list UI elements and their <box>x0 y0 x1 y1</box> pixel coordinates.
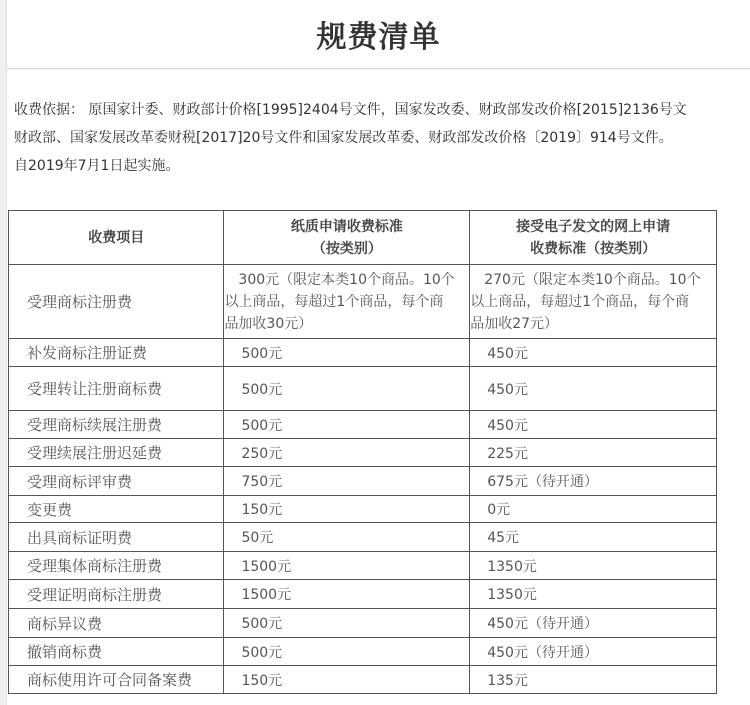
online-fee-cell: 0元 <box>470 496 717 523</box>
table-row <box>9 552 717 580</box>
online-fee-cell: 1350元 <box>470 580 717 609</box>
table-row <box>9 523 717 552</box>
item-cell: 受理续展注册迟延费 <box>9 439 224 467</box>
item-cell: 受理集体商标注册费 <box>9 552 224 580</box>
fee-table <box>8 210 717 694</box>
item-cell: 商标使用许可合同备案费 <box>9 666 224 694</box>
paper-fee-cell: 250元 <box>224 439 470 467</box>
table-row <box>9 638 717 666</box>
item-cell: 出具商标证明费 <box>9 523 224 552</box>
item-cell: 补发商标注册证费 <box>9 339 224 367</box>
paper-fee-cell: 1500元 <box>224 552 470 580</box>
online-fee-cell: 1350元 <box>470 552 717 580</box>
header-online: 接受电子发文的网上申请 收费标准（按类别） <box>470 211 717 265</box>
table-header-row <box>9 211 717 265</box>
table-row <box>9 265 717 339</box>
online-fee-cell: 675元（待开通） <box>470 467 717 496</box>
item-cell: 商标异议费 <box>9 609 224 638</box>
left-gutter <box>0 0 7 705</box>
online-fee-cell: 135元 <box>470 666 717 694</box>
table-row <box>9 339 717 367</box>
item-cell: 变更费 <box>9 496 224 523</box>
header-item: 收费项目 <box>9 211 224 265</box>
table-row <box>9 411 717 439</box>
fee-basis-paragraph <box>14 96 744 180</box>
table-row <box>9 496 717 523</box>
paper-fee-cell: 500元 <box>224 609 470 638</box>
online-fee-cell: 45元 <box>470 523 717 552</box>
paper-fee-cell: 150元 <box>224 496 470 523</box>
online-fee-cell: 450元（待开通） <box>470 609 717 638</box>
paper-fee-cell: 500元 <box>224 638 470 666</box>
item-cell: 受理商标注册费 <box>9 265 224 339</box>
paper-fee-cell: 750元 <box>224 467 470 496</box>
paper-fee-cell: 500元 <box>224 339 470 367</box>
basis-line: 收费依据： 原国家计委、财政部计价格[1995]2404号文件，国家发改委、财政部发改价格[2015]2136号文 <box>14 102 687 118</box>
page-header <box>7 0 750 69</box>
item-cell: 受理商标续展注册费 <box>9 411 224 439</box>
basis-line: 财政部、国家发展改革委财税[2017]20号文件和国家发展改革委、财政部发改价格〔2019〕914号文件。 <box>14 130 673 146</box>
item-cell: 受理商标评审费 <box>9 467 224 496</box>
item-cell: 受理证明商标注册费 <box>9 580 224 609</box>
paper-fee-cell: 300元（限定本类10个商品。10个 以上商品，每超过1个商品，每个商 品加收30元） <box>224 265 470 339</box>
online-fee-cell: 450元（待开通） <box>470 638 717 666</box>
table-row <box>9 666 717 694</box>
online-fee-cell: 225元 <box>470 439 717 467</box>
table-row <box>9 439 717 467</box>
page-title: 规费清单 <box>316 20 441 55</box>
item-cell: 撤销商标费 <box>9 638 224 666</box>
table-row <box>9 467 717 496</box>
paper-fee-cell: 500元 <box>224 411 470 439</box>
item-cell: 受理转让注册商标费 <box>9 367 224 411</box>
basis-line: 自2019年7月1日起实施。 <box>14 158 180 174</box>
table-row <box>9 367 717 411</box>
table-row <box>9 580 717 609</box>
online-fee-cell: 450元 <box>470 367 717 411</box>
online-fee-cell: 450元 <box>470 411 717 439</box>
table-row <box>9 609 717 638</box>
paper-fee-cell: 1500元 <box>224 580 470 609</box>
paper-fee-cell: 50元 <box>224 523 470 552</box>
online-fee-cell: 270元（限定本类10个商品。10个 以上商品，每超过1个商品，每个商 品加收27元） <box>470 265 717 339</box>
online-fee-cell: 450元 <box>470 339 717 367</box>
paper-fee-cell: 500元 <box>224 367 470 411</box>
header-paper: 纸质申请收费标准 （按类别） <box>224 211 470 265</box>
paper-fee-cell: 150元 <box>224 666 470 694</box>
